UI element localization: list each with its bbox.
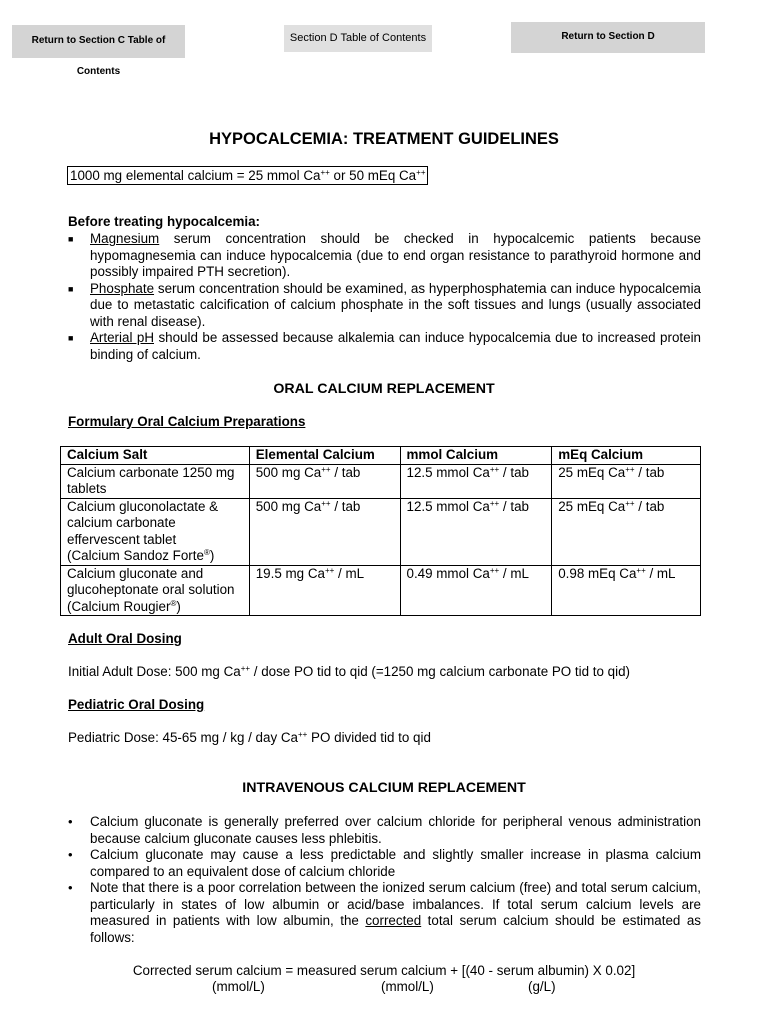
list-item: [68, 231, 701, 281]
mmol-cell: [400, 565, 552, 616]
cell-unit: / tab: [330, 498, 361, 514]
dose-text-a: Initial Adult Dose: 500 mg Ca: [68, 664, 241, 679]
item-text: total serum calcium should be estimated as follows:: [90, 913, 701, 945]
registered-mark: ®: [203, 548, 210, 557]
cell-value: 0.98 mEq Ca: [558, 565, 637, 581]
bullet-icon: •: [68, 847, 73, 862]
iv-list: [68, 814, 701, 946]
cell-unit: / mL: [499, 565, 529, 581]
formula-unit-2: (mmol/L): [381, 979, 434, 994]
ion-sup: ++: [321, 464, 331, 474]
square-bullet-icon: ■: [68, 333, 74, 343]
ion-sup: ++: [320, 168, 330, 177]
table-row: [61, 498, 701, 565]
square-bullet-icon: ■: [68, 283, 74, 294]
cell-unit: / mL: [334, 565, 365, 581]
ion-sup: ++: [625, 464, 635, 474]
section-d-toc-button[interactable]: Section D Table of Contents: [284, 25, 432, 52]
formula-unit-3: (g/L): [528, 979, 556, 994]
elemental-cell: [249, 565, 400, 616]
conversion-text-a: 1000 mg elemental calcium = 25 mmol Ca: [70, 168, 321, 183]
return-section-d-button[interactable]: Return to Section D: [511, 22, 705, 53]
ion-sup: ++: [416, 168, 426, 177]
bullet-icon: •: [68, 814, 73, 829]
mmol-cell: [400, 498, 552, 565]
cell-value: 25 mEq Ca: [558, 498, 626, 514]
iv-heading: INTRAVENOUS CALCIUM REPLACEMENT: [242, 780, 526, 796]
item-text: Calcium gluconate may cause a less predictable and slightly smaller increase in plasma calcium compared to an equivalent dose of calcium chloride: [90, 847, 701, 879]
cell-value: 500 mg Ca: [255, 464, 322, 480]
bullet-icon: •: [68, 880, 73, 895]
cell-unit: / tab: [634, 498, 665, 514]
col-header: mEq Calcium: [552, 447, 701, 465]
adult-dosing-heading: Adult Oral Dosing: [68, 631, 182, 646]
cell-value: 0.49 mmol Ca: [406, 565, 490, 581]
dose-text-a: Pediatric Dose: 45-65 mg / kg / day Ca: [68, 730, 298, 745]
cell-value: 25 mEq Ca: [558, 464, 626, 480]
cell-value: 19.5 mg Ca: [255, 565, 325, 581]
page-title: HYPOCALCEMIA: TREATMENT GUIDELINES: [209, 130, 559, 148]
cell-value: 12.5 mmol Ca: [406, 464, 490, 480]
salt-cell: [61, 565, 250, 616]
cell-unit: / mL: [645, 565, 676, 581]
table-row: [61, 565, 701, 616]
trade-name: (Calcium Sandoz Forte: [67, 548, 204, 563]
cell-value: 12.5 mmol Ca: [406, 498, 490, 514]
cell-unit: / tab: [634, 464, 665, 480]
oral-heading: ORAL CALCIUM REPLACEMENT: [273, 381, 495, 397]
term-corrected: corrected: [365, 913, 422, 928]
item-text: should be assessed because alkalemia can induce hypocalcemia due to increased protein binding of calcium.: [90, 330, 701, 362]
close-paren: ): [209, 548, 215, 563]
ion-sup: ++: [489, 565, 500, 575]
formulary-heading: Formulary Oral Calcium Preparations: [68, 414, 306, 429]
meq-cell: [552, 464, 701, 498]
salt-name: Calcium gluconolactate & calcium carbonate effervescent tablet: [67, 498, 219, 547]
item-text: serum concentration should be examined, as hyperphosphatemia can induce hypocalcemia due to metastatic calcification of calcium phosphate in the soft tissues and lungs (usually associated with renal disease).: [90, 280, 701, 329]
col-header: Calcium Salt: [61, 447, 250, 465]
salt-cell: [61, 464, 250, 498]
salt-cell: [61, 498, 250, 565]
trade-name: (Calcium Rougier: [67, 598, 171, 614]
col-header: Elemental Calcium: [249, 447, 400, 465]
item-text: Calcium gluconate is generally preferred over calcium chloride for peripheral venous administration because calcium gluconate causes less phlebitis.: [90, 814, 701, 846]
cell-unit: / tab: [499, 464, 529, 480]
formula-line: Corrected serum calcium = measured serum calcium + [(40 - serum albumin) X 0.02]: [132, 963, 636, 978]
pediatric-dosing-heading: Pediatric Oral Dosing: [68, 697, 205, 712]
elemental-cell: [249, 498, 400, 565]
square-bullet-icon: ■: [68, 234, 74, 244]
conversion-box: [67, 166, 428, 185]
col-header: mmol Calcium: [400, 447, 552, 465]
ion-sup: ++: [240, 664, 251, 673]
adult-dose-text: [68, 664, 630, 679]
formula-unit-1: (mmol/L): [212, 979, 265, 994]
ion-sup: ++: [625, 498, 635, 508]
return-section-c-button[interactable]: Return to Section C Table of Contents: [12, 25, 185, 58]
dose-text-b: / dose PO tid to qid (=1250 mg calcium carbonate PO tid to qid): [250, 664, 631, 679]
list-item: [68, 847, 701, 880]
ion-sup: ++: [321, 498, 331, 508]
conversion-text-b: or 50 mEq Ca: [329, 168, 417, 183]
item-text: Note that there is a poor correlation between the ionized serum calcium (free) and total serum calcium, particularly in states of low albumin or acid/base imbalances. If total serum calcium levels are measured in patients with low albumin, the: [90, 880, 701, 928]
ion-sup: ++: [636, 565, 646, 575]
cell-unit: / tab: [330, 464, 361, 480]
salt-name: Calcium carbonate 1250 mg tablets: [67, 464, 235, 496]
dose-text-b: PO divided tid to qid: [307, 730, 431, 745]
close-paren: ): [176, 598, 181, 614]
list-item: [68, 880, 701, 946]
calcium-table: [60, 446, 701, 616]
elemental-cell: [249, 464, 400, 498]
term-magnesium: Magnesium: [90, 231, 160, 246]
ion-sup: ++: [324, 565, 335, 575]
term-phosphate: Phosphate: [90, 280, 155, 296]
cell-value: 500 mg Ca: [255, 498, 322, 514]
list-item: [68, 330, 701, 363]
before-heading: Before treating hypocalcemia:: [68, 214, 260, 229]
pediatric-dose-text: [68, 730, 431, 745]
meq-cell: [552, 565, 701, 616]
ion-sup: ++: [489, 464, 500, 474]
meq-cell: [552, 498, 701, 565]
list-item: [68, 281, 701, 331]
term-arterial-ph: Arterial pH: [90, 330, 154, 345]
table-header-row: [61, 447, 701, 465]
ion-sup: ++: [297, 730, 308, 739]
salt-name: Calcium gluconate and glucoheptonate oral solution: [67, 565, 235, 597]
mmol-cell: [400, 464, 552, 498]
cell-unit: / tab: [499, 498, 529, 514]
ion-sup: ++: [489, 498, 500, 508]
table-row: [61, 464, 701, 498]
list-item: [68, 814, 701, 847]
item-text: serum concentration should be checked in hypocalcemic patients because hypomagnesemia can induce hypocalcemia (due to end organ resistance to parathyroid hormone and possibly impaired PTH secretion).: [90, 231, 701, 279]
before-list: [68, 231, 701, 363]
registered-mark: ®: [170, 598, 177, 608]
